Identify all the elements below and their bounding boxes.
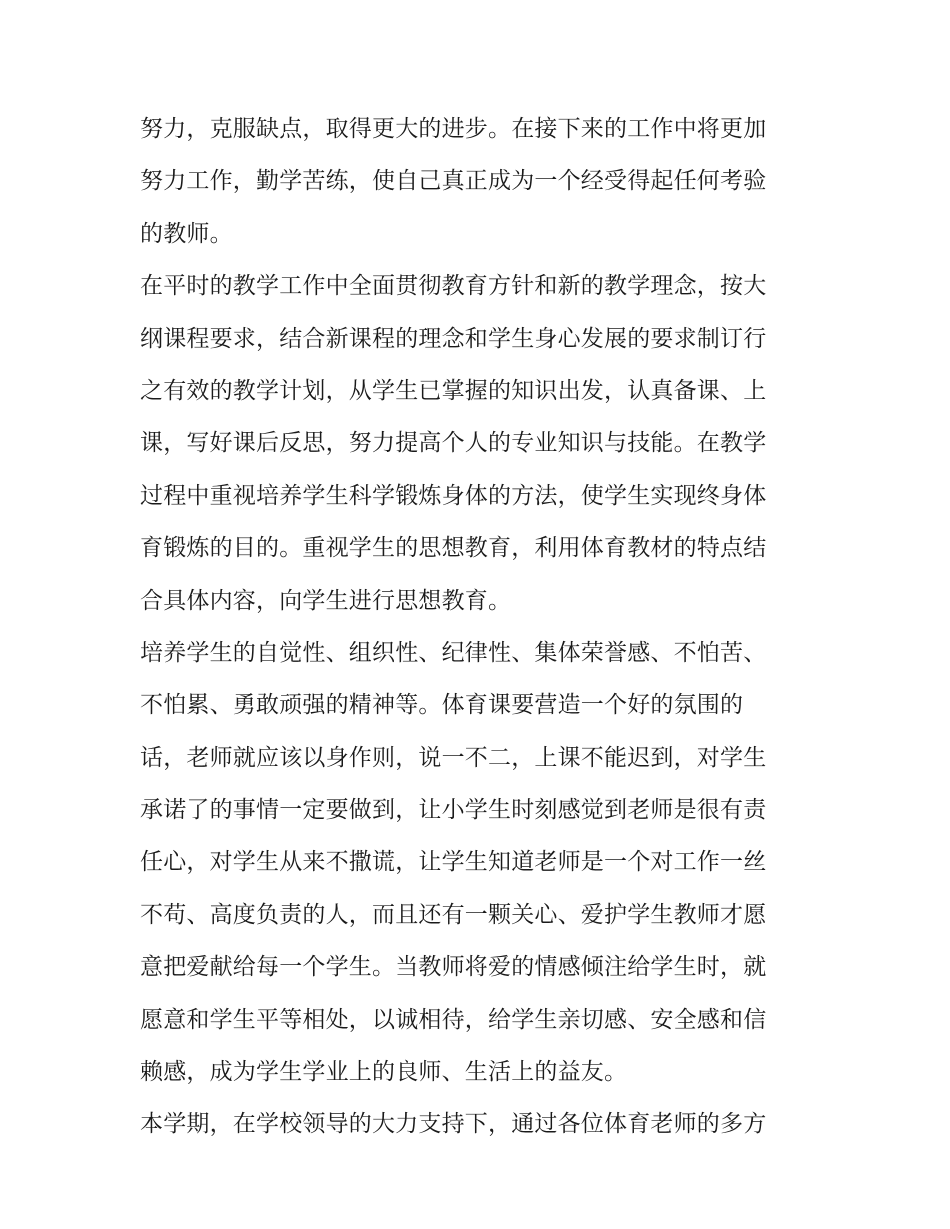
text-line: 话，老师就应该以身作则，说一不二，上课不能迟到，对学生: [140, 744, 767, 771]
text-line: 在平时的教学工作中全面贯彻教育方针和新的教学理念，按大: [140, 273, 767, 300]
paragraph-2: [140, 260, 815, 627]
paragraph-4: [140, 1098, 815, 1150]
text-line: 育锻炼的目的。重视学生的思想教育，利用体育教材的特点结: [140, 535, 767, 562]
text-line: 任心，对学生从来不撒谎，让学生知道老师是一个对工作一丝: [140, 849, 767, 876]
text-line: 意把爱献给每一个学生。当教师将爱的情感倾注给学生时，就: [140, 954, 767, 981]
text-line: 过程中重视培养学生科学锻炼身体的方法，使学生实现终身体: [140, 482, 767, 509]
text-line: 不怕累、勇敢顽强的精神等。体育课要营造一个好的氛围的: [140, 692, 744, 719]
paragraph-1: [140, 103, 815, 260]
text-line: 承诺了的事情一定要做到，让小学生时刻感觉到老师是很有责: [140, 797, 767, 824]
text-line: 努力工作，勤学苦练，使自己真正成为一个经受得起任何考验: [140, 168, 767, 195]
text-line: 赖感，成为学生学业上的良师、生活上的益友。: [140, 1059, 628, 1086]
text-line: 纲课程要求，结合新课程的理念和学生身心发展的要求制订行: [140, 325, 767, 352]
text-line: 培养学生的自觉性、组织性、纪律性、集体荣誉感、不怕苦、: [140, 639, 767, 666]
text-line: 愿意和学生平等相处，以诚相待，给学生亲切感、安全感和信: [140, 1006, 767, 1033]
text-line: 本学期，在学校领导的大力支持下，通过各位体育老师的多方: [140, 1111, 767, 1138]
text-line: 之有效的教学计划，从学生已掌握的知识出发，认真备课、上: [140, 377, 767, 404]
paragraph-3: [140, 627, 815, 1099]
text-line: 不苟、高度负责的人，而且还有一颗关心、爱护学生教师才愿: [140, 901, 767, 928]
text-line: 努力，克服缺点，取得更大的进步。在接下来的工作中将更加: [140, 116, 767, 142]
document-body: [140, 103, 815, 1151]
text-line: 课，写好课后反思，努力提高个人的专业知识与技能。在教学: [140, 430, 767, 457]
text-line: 合具体内容，向学生进行思想教育。: [140, 587, 512, 614]
text-line: 的教师。: [140, 220, 233, 247]
